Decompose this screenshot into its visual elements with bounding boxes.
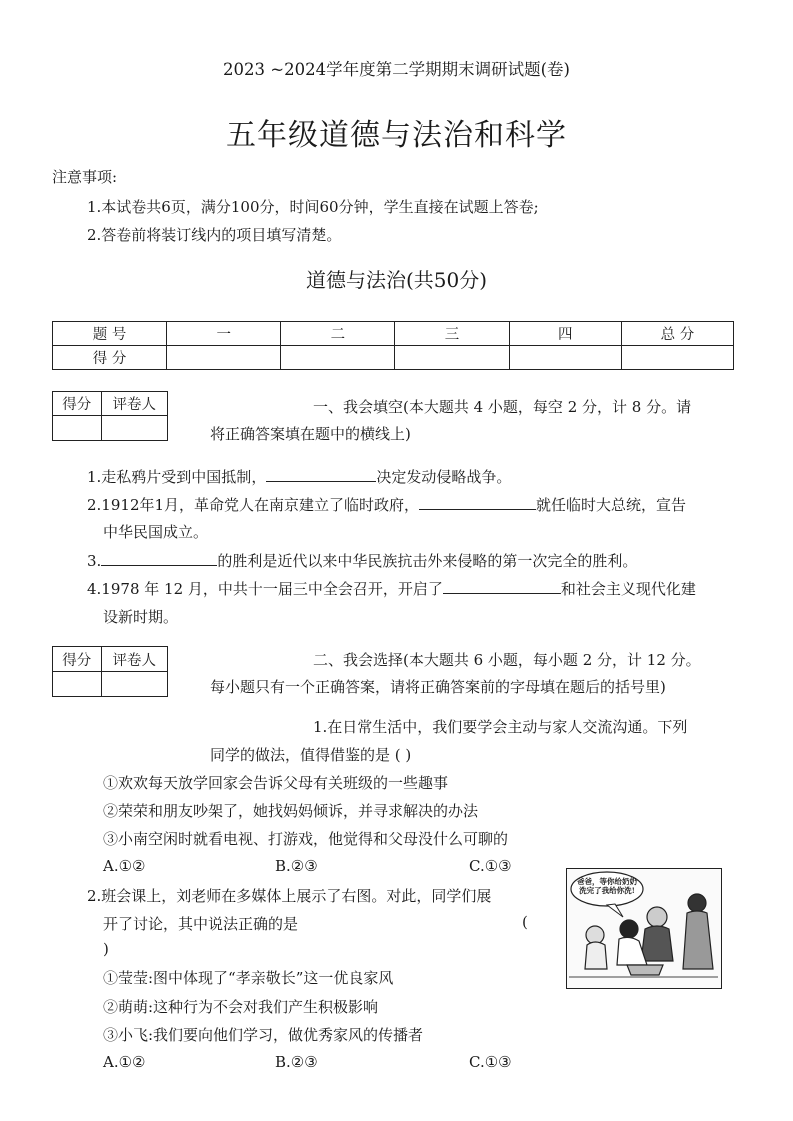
answer-paren-open[interactable]: ( — [522, 913, 528, 931]
grader-name-cell[interactable] — [101, 672, 167, 697]
option-a: A.①② — [103, 1053, 146, 1071]
question-2-2: 2.班会课上，刘老师在多媒体上展示了右图。对此，同学们展 — [87, 887, 492, 905]
part2-heading-cont: 每小题只有一个正确答案，请将正确答案前的字母填在题后的括号里) — [210, 678, 666, 696]
statement: ①莹莹:图中体现了“孝亲敬长”这一优良家风 — [103, 969, 394, 987]
part2-heading: 二、我会选择(本大题共 6 小题，每小题 2 分，计 12 分。 — [313, 651, 701, 669]
question-1-4: 4.1978 年 12 月，中共十一届三中全会召开，开启了 和社会主义现代化建 — [87, 580, 696, 598]
score-cell[interactable] — [621, 346, 733, 370]
score-table — [52, 321, 734, 370]
score-table-header: 二 — [281, 322, 395, 346]
part1-heading: 一、我会填空(本大题共 4 小题，每空 2 分，计 8 分。请 — [313, 398, 692, 416]
speech-bubble-text: 爸爸，等你给奶奶洗完了我给你洗! — [577, 877, 637, 895]
note-item-1: 1.本试卷共6页，满分100分，时间60分钟，学生直接在试题上答卷; — [87, 198, 539, 216]
question-2-1-cont: 同学的做法，值得借鉴的是 ( ) — [210, 746, 412, 764]
statement: ③小南空闲时就看电视、打游戏，他觉得和父母没什么可聊的 — [103, 830, 509, 848]
note-item-2: 2.答卷前将装订线内的项目填写清楚。 — [87, 226, 342, 244]
grader-box-part2 — [52, 646, 168, 697]
option-c: C.①③ — [469, 857, 512, 875]
question-2-1: 1.在日常生活中，我们要学会主动与家人交流沟通。下列 — [313, 718, 688, 736]
part1-heading-cont: 将正确答案填在题中的横线上) — [210, 425, 411, 443]
subject-title: 五年级道德与法治和科学 — [226, 118, 567, 153]
exam-title: 2023 ~2024学年度第二学期期末调研试题(卷) — [223, 60, 570, 79]
score-table-header: 三 — [395, 322, 509, 346]
answer-paren-close[interactable]: ) — [103, 940, 109, 958]
score-table-header: 题 号 — [53, 322, 167, 346]
option-c: C.①③ — [469, 1053, 512, 1071]
section-title: 道德与法治(共50分) — [305, 268, 488, 292]
question-1-1: 1.走私鸦片受到中国抵制， 决定发动侵略战争。 — [87, 468, 512, 486]
answer-blank[interactable] — [419, 494, 536, 510]
grader-name-label: 评卷人 — [101, 392, 167, 416]
grader-name-cell[interactable] — [101, 416, 167, 441]
score-cell[interactable] — [509, 346, 621, 370]
grader-score-label: 得分 — [53, 392, 102, 416]
score-cell[interactable] — [281, 346, 395, 370]
option-a: A.①② — [103, 857, 146, 875]
statement: ①欢欢每天放学回家会告诉父母有关班级的一些趣事 — [103, 774, 449, 792]
score-table-row-label: 得 分 — [53, 346, 167, 370]
question-1-2-cont: 中华民国成立。 — [103, 523, 209, 541]
question-1-2: 2.1912年1月，革命党人在南京建立了临时政府， 就任临时大总统，宣告 — [87, 496, 687, 514]
option-b: B.②③ — [275, 857, 318, 875]
score-table-header: 四 — [509, 322, 621, 346]
answer-blank[interactable] — [101, 550, 217, 566]
grader-score-cell[interactable] — [53, 416, 102, 441]
score-table-header: 总 分 — [621, 322, 733, 346]
question-1-3: 3. 的胜利是近代以来中华民族抗击外来侵略的第一次完全的胜利。 — [87, 552, 638, 570]
question-1-4-cont: 设新时期。 — [103, 608, 179, 626]
statement: ③小飞:我们要向他们学习，做优秀家风的传播者 — [103, 1026, 424, 1044]
statement: ②荣荣和朋友吵架了，她找妈妈倾诉，并寻求解决的办法 — [103, 802, 479, 820]
score-cell[interactable] — [167, 346, 281, 370]
answer-blank[interactable] — [443, 578, 561, 594]
grader-name-label: 评卷人 — [101, 647, 167, 672]
statement: ②萌萌:这种行为不会对我们产生积极影响 — [103, 998, 379, 1016]
score-cell[interactable] — [395, 346, 509, 370]
score-table-header: 一 — [167, 322, 281, 346]
question-2-2-cont: 开了讨论，其中说法正确的是 — [103, 915, 299, 933]
grader-box-part1 — [52, 391, 168, 441]
grader-score-label: 得分 — [53, 647, 102, 672]
family-cartoon-illustration — [566, 868, 722, 989]
option-b: B.②③ — [275, 1053, 318, 1071]
grader-score-cell[interactable] — [53, 672, 102, 697]
answer-blank[interactable] — [266, 466, 376, 482]
notes-heading: 注意事项: — [52, 168, 118, 186]
